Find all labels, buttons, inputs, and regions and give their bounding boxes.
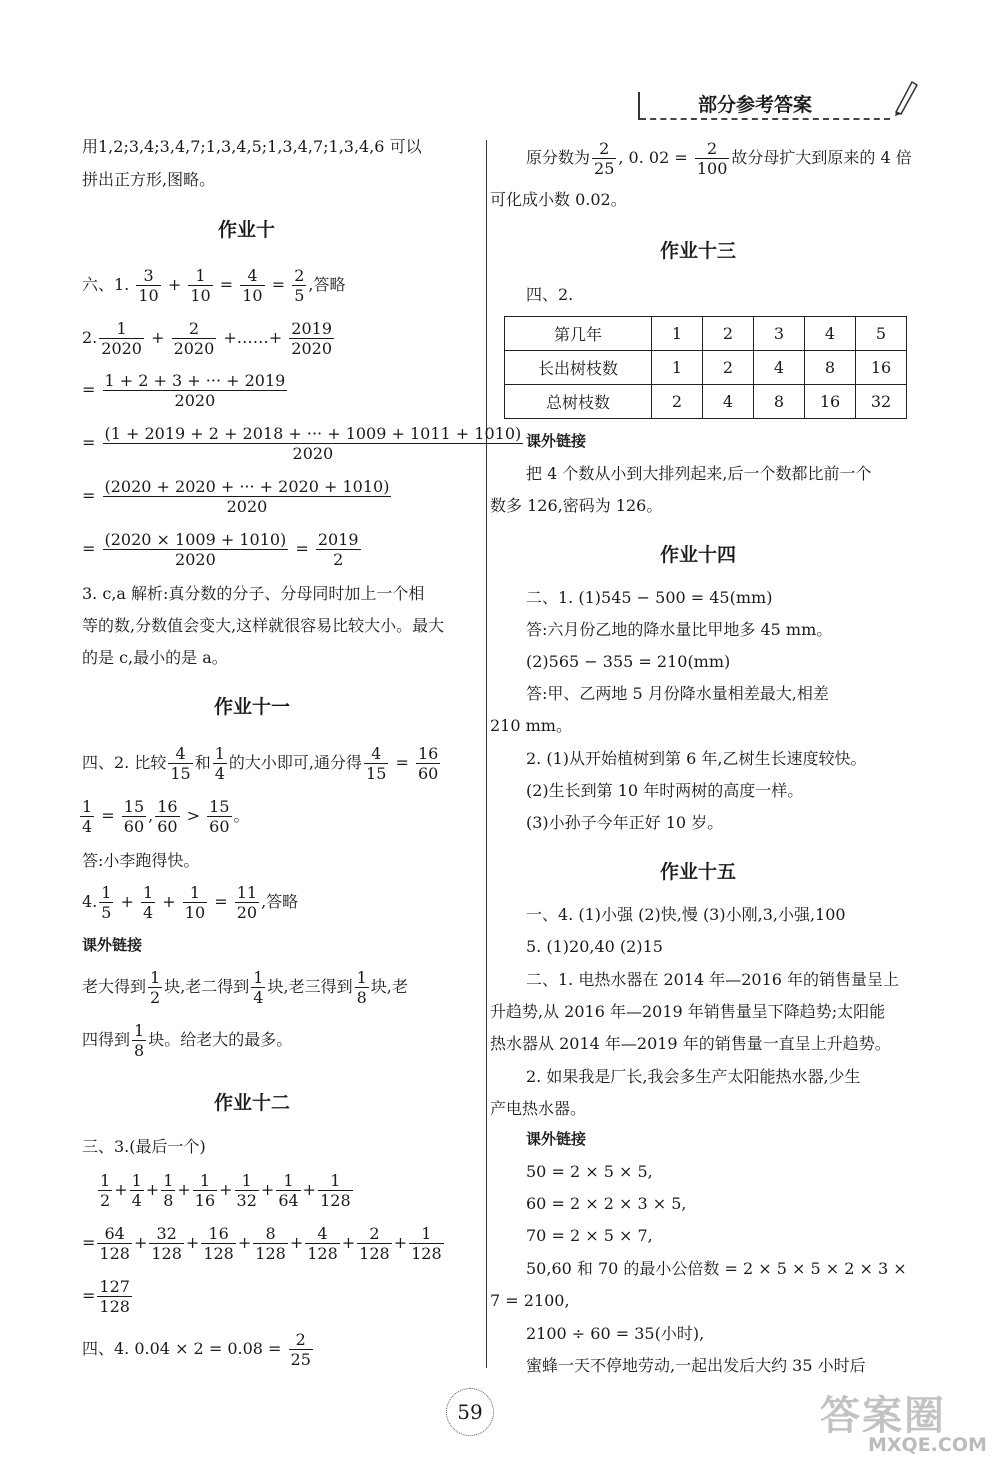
numerator: 4	[305, 1224, 340, 1244]
denominator: 4	[131, 1191, 142, 1210]
numerator: 127	[99, 1277, 130, 1296]
hw15-line-1: 一、4. (1)小强 (2)快,慢 (3)小刚,3,小强,100	[526, 905, 846, 924]
hw13-link-line-2: 数多 126,密码为 126。	[490, 496, 663, 515]
page-number-badge	[446, 1388, 494, 1436]
fraction	[409, 1224, 444, 1263]
numerator: (2020 + 2020 + ··· + 2020 + 1010)	[104, 477, 390, 496]
watermark-url: MXQE.COM	[868, 1434, 987, 1456]
numerator: 1	[134, 1021, 145, 1040]
hw15-link-6: 2100 ÷ 60 = 35(小时),	[526, 1324, 705, 1343]
fraction	[149, 1224, 184, 1263]
hw10-q3-line-2: 等的数,分数值会变大,这样就很容易比较大小。最大	[82, 616, 445, 635]
fraction	[99, 883, 113, 922]
numerator: 1	[163, 1171, 174, 1190]
hw14-line-4: 答:甲、乙两地 5 月份降水量相差最大,相差	[526, 684, 829, 703]
watermark-logo	[790, 1384, 996, 1458]
hw10-q6: 六、1. $\frac{3}{10}$ + $\frac{1}{10}$ = $\frac{4}{10}$ = $\frac{2}{5}$ ,答略	[82, 266, 346, 305]
denominator: 4	[214, 764, 225, 783]
hw10-step-2: = $\frac{(1 + 2019 + 2 + 2018 + \cdot\cdot\cdot + 1009 + 1011 + 1010)}{2020}$	[82, 424, 522, 463]
denominator: 2020	[173, 339, 215, 358]
table-row-label: 总树枝数	[505, 385, 652, 419]
table-cell: 2	[703, 351, 754, 385]
numerator: 2	[289, 1330, 313, 1350]
fraction	[213, 744, 227, 783]
fraction	[168, 744, 192, 783]
denominator: 128	[359, 1244, 390, 1263]
numerator: 1	[214, 744, 225, 763]
denominator: 128	[307, 1244, 338, 1263]
header-title: 部分参考答案	[698, 94, 813, 116]
table-cell: 4	[703, 385, 754, 419]
link-text-1: 老大得到	[82, 977, 147, 996]
denominator: 15	[366, 764, 387, 783]
fraction	[141, 883, 155, 922]
numerator: 1	[183, 883, 207, 903]
fraction	[292, 266, 306, 305]
fraction	[80, 797, 94, 836]
numerator: (2020 × 1009 + 1010)	[104, 530, 287, 549]
intro-line-2: 拼出正方形,图略。	[82, 170, 216, 189]
fraction	[148, 968, 162, 1007]
fraction	[240, 266, 264, 305]
right-intro-text-2: , 0. 02 =	[618, 148, 688, 167]
hw11-q4-prefix: 4.	[82, 892, 98, 911]
table-cell: 16	[856, 351, 907, 385]
denominator: 128	[411, 1244, 442, 1263]
fraction	[289, 1330, 313, 1369]
section-title-homework-13: 作业十三	[660, 240, 737, 262]
section-title-homework-11: 作业十一	[214, 696, 291, 718]
numerator: 2	[592, 139, 616, 159]
denominator: 128	[203, 1244, 234, 1263]
fraction	[276, 1171, 300, 1210]
hw10-q6-suffix: ,答略	[308, 275, 346, 294]
right-intro-line-2: 可化成小数 0.02。	[490, 190, 627, 209]
hw10-q2: 2. $\frac{1}{2020}$ + $\frac{2}{2020}$ +……+ $\frac{2019}{2020}$	[82, 319, 332, 358]
fraction	[207, 797, 231, 836]
hw12-sum-2: = $\frac{64}{128}$ + $\frac{32}{128}$ + $\frac{16}{128}$ + $\frac{8}{128}$ + $\frac{4}{128}$ + $\frac{2}{128}$ + $\frac{1}{128}$	[82, 1224, 442, 1263]
denominator: 8	[163, 1191, 174, 1210]
hw11-q4-suffix: ,答略	[261, 892, 299, 911]
watermark-cn: 答案圈	[820, 1393, 946, 1439]
numerator: 1	[235, 1171, 259, 1191]
link-text-5: 四得到	[82, 1030, 131, 1049]
table-cell: 4	[754, 351, 805, 385]
denominator: 10	[138, 286, 159, 305]
denominator: 2020	[226, 497, 268, 516]
denominator: 10	[242, 286, 263, 305]
hw12-q4-prefix: 四、4. 0.04 × 2 = 0.08 =	[82, 1339, 282, 1358]
hw14-line-5: 210 mm。	[490, 716, 572, 735]
hw11-q4: 4. $\frac{1}{5}$ + $\frac{1}{4}$ + $\frac{1}{10}$ = $\frac{11}{20}$ ,答略	[82, 883, 299, 922]
hw11-q2-end: 。	[233, 806, 250, 825]
table-cell: 3	[754, 317, 805, 351]
denominator: 25	[290, 1350, 311, 1369]
denominator: 25	[594, 159, 615, 178]
fraction	[103, 424, 524, 463]
denominator: 16	[194, 1191, 216, 1210]
numerator: 1	[150, 968, 161, 987]
hw15-line-5: 热水器从 2014 年—2019 年的销售量一直呈上升趋势。	[490, 1034, 891, 1053]
denominator: 60	[417, 764, 439, 783]
fraction	[253, 1224, 288, 1263]
table-cell: 4	[805, 317, 856, 351]
link-text-6: 块。给老大的最多。	[148, 1030, 293, 1049]
denominator: 2	[100, 1191, 111, 1210]
hw11-q2-text-1: 四、2. 比较	[82, 753, 167, 772]
denominator: 4	[253, 988, 264, 1007]
hw14-line-1: 二、1. (1)545 − 500 = 45(mm)	[526, 588, 773, 607]
numerator: 1 + 2 + 3 + ··· + 2019	[104, 371, 286, 390]
fraction	[132, 1021, 146, 1060]
hw15-line-2: 5. (1)20,40 (2)15	[526, 937, 663, 956]
hw11-answer: 答:小李跑得快。	[82, 851, 200, 870]
hw10-step-1: = $\frac{1 + 2 + 3 + \cdot\cdot\cdot + 2019}{2020}$	[82, 371, 286, 410]
hw10-q3-line-1: 3. c,a 解析:真分数的分子、分母同时加上一个相	[82, 584, 425, 603]
hw10-q6-prefix: 六、1.	[82, 275, 130, 294]
denominator: 10	[184, 903, 206, 922]
fraction	[251, 968, 265, 1007]
extra-link-label-left: 课外链接	[82, 936, 143, 954]
fraction	[155, 797, 179, 836]
numerator: (1 + 2019 + 2 + 2018 + ··· + 1009 + 1011 + 1010)	[104, 424, 522, 443]
hw14-line-8: (3)小孙子今年正好 10 岁。	[526, 813, 724, 832]
hw15-link-5: 7 = 2100,	[490, 1291, 570, 1310]
extra-link-label-right-1: 课外链接	[526, 432, 587, 450]
numerator: 1	[253, 968, 264, 987]
numerator: 2019	[291, 319, 332, 338]
table-cell: 2	[703, 317, 754, 351]
numerator: 1	[188, 266, 212, 286]
denominator: 8	[134, 1041, 145, 1060]
denominator: 5	[294, 286, 305, 305]
numerator: 1	[99, 319, 144, 339]
hw15-link-4: 50,60 和 70 的最小公倍数 = 2 × 5 × 5 × 2 × 3 ×	[526, 1259, 907, 1278]
denominator: 128	[151, 1244, 182, 1263]
numerator: 2	[294, 266, 305, 285]
numerator: 16	[157, 797, 178, 816]
denominator: 2020	[101, 339, 142, 358]
hw15-link-7: 蜜蜂一天不停地劳动,一起出发后大约 35 小时后	[526, 1356, 866, 1375]
denominator: 60	[157, 817, 178, 836]
denominator: 128	[99, 1297, 130, 1316]
denominator: 4	[82, 817, 93, 836]
hw15-line-6: 2. 如果我是厂长,我会多生产太阳能热水器,少生	[526, 1067, 861, 1086]
fraction	[103, 477, 392, 516]
denominator: 15	[170, 764, 191, 783]
denominator: 100	[696, 159, 728, 178]
hw11-q2-text-2: 和	[194, 753, 211, 772]
numerator: 1	[318, 1171, 353, 1191]
numerator: 2019	[317, 530, 359, 549]
branch-table	[504, 316, 907, 419]
numerator: 2	[695, 139, 730, 159]
table-row	[505, 351, 907, 385]
hw15-line-7: 产电热水器。	[490, 1099, 587, 1118]
denominator: 20	[236, 903, 258, 922]
denominator: 2	[333, 550, 344, 569]
denominator: 64	[278, 1191, 299, 1210]
numerator: 1	[101, 883, 112, 902]
numerator: 64	[97, 1224, 132, 1244]
denominator: 60	[209, 817, 230, 836]
numerator: 2	[172, 319, 217, 339]
hw15-line-4: 升趋势,从 2016 年—2019 年销售量呈下降趋势;太阳能	[490, 1002, 886, 1021]
fraction	[183, 883, 207, 922]
fraction	[136, 266, 160, 305]
numerator: 1	[356, 968, 367, 987]
right-intro-text-3: 故分母扩大到原来的 4 倍	[731, 148, 912, 167]
fraction	[289, 319, 334, 358]
table-cell: 1	[652, 351, 703, 385]
section-title-homework-14: 作业十四	[660, 544, 737, 566]
hw14-line-3: (2)565 − 355 = 210(mm)	[526, 652, 731, 671]
table-row-label: 长出树枝数	[505, 351, 652, 385]
fraction	[98, 1171, 112, 1210]
numerator: 15	[209, 797, 230, 816]
fraction	[316, 530, 361, 569]
numerator: 15	[123, 797, 145, 816]
hw11-link-line-1	[82, 967, 408, 1007]
numerator: 2	[357, 1224, 392, 1244]
denominator: 128	[255, 1244, 286, 1263]
hw15-link-1: 50 = 2 × 5 × 5,	[526, 1162, 653, 1181]
fraction	[122, 797, 146, 836]
hw13-link-line-1: 把 4 个数从小到大排列起来,后一个数都比前一个	[526, 464, 872, 483]
header-dashed-line	[640, 118, 890, 120]
numerator: 3	[136, 266, 160, 286]
denominator: 2020	[291, 339, 332, 358]
fraction	[695, 139, 730, 178]
hw11-q2-text-3: 的大小即可,通分得	[228, 753, 363, 772]
table-row	[505, 385, 907, 419]
hw10-dots: +……+	[223, 328, 283, 347]
numerator: 1	[409, 1224, 444, 1244]
hw11-q2-line-1: 四、2. 比较 $\frac{4}{15}$ 和 $\frac{1}{4}$ 的大小即可,通分得 $\frac{4}{15}$ = $\frac{16}{60}$	[82, 744, 439, 783]
right-intro-line-1	[526, 138, 912, 178]
link-text-4: 块,老	[370, 977, 408, 996]
hw14-line-7: (2)生长到第 10 年时两树的高度一样。	[526, 781, 804, 800]
table-cell: 5	[856, 317, 907, 351]
numerator: 8	[253, 1224, 288, 1244]
hw14-line-2: 答:六月份乙地的降水量比甲地多 45 mm。	[526, 620, 833, 639]
denominator: 5	[101, 903, 112, 922]
intro-line-1: 用1,2;3,4;3,4,7;1,3,4,5;1,3,4,7;1,3,4,6 可以	[82, 137, 422, 156]
numerator: 32	[149, 1224, 184, 1244]
pencil-icon	[890, 76, 920, 116]
numerator: 1	[193, 1171, 217, 1191]
table-cell: 32	[856, 385, 907, 419]
denominator: 2020	[175, 550, 216, 569]
column-divider	[486, 140, 487, 1368]
fraction	[188, 266, 212, 305]
numerator: 1	[82, 797, 93, 816]
hw12-sum-1: $\frac{1}{2}$ + $\frac{1}{4}$ + $\frac{1}{8}$ + $\frac{1}{16}$ + $\frac{1}{32}$ + $\frac{1}{64}$ + $\frac{1}{128}$	[100, 1171, 351, 1210]
numerator: 1	[276, 1171, 300, 1191]
hw12-q4	[82, 1329, 315, 1369]
numerator: 1	[131, 1171, 142, 1190]
section-title-homework-12: 作业十二	[214, 1092, 291, 1114]
right-intro-text-1: 原分数为	[526, 148, 591, 167]
denominator: 128	[320, 1191, 351, 1210]
numerator: 4	[240, 266, 264, 286]
fraction	[103, 530, 289, 569]
link-text-3: 块,老三得到	[267, 977, 353, 996]
table-row	[505, 317, 907, 351]
numerator: 16	[417, 744, 439, 763]
fraction	[235, 1171, 259, 1210]
fraction	[103, 371, 288, 410]
denominator: 4	[143, 903, 154, 922]
numerator: 4	[364, 744, 388, 764]
fraction	[201, 1224, 236, 1263]
hw15-link-3: 70 = 2 × 5 × 7,	[526, 1226, 653, 1245]
fraction	[172, 319, 217, 358]
hw10-step-3: = $\frac{(2020 + 2020 + \cdot\cdot\cdot + 2020 + 1010)}{2020}$	[82, 477, 390, 516]
denominator: 2020	[174, 391, 216, 410]
denominator: 32	[236, 1191, 257, 1210]
table-cell: 8	[754, 385, 805, 419]
table-cell: 16	[805, 385, 856, 419]
denominator: 10	[190, 286, 211, 305]
hw10-step-4: = $\frac{(2020 \times 1009 + 1010)}{2020}$ = $\frac{2019}{2}$	[82, 530, 359, 569]
header	[638, 86, 890, 122]
denominator: 2020	[292, 444, 334, 463]
denominator: 2	[150, 988, 161, 1007]
table-cell: 1	[652, 317, 703, 351]
hw13-q: 四、2.	[526, 285, 574, 304]
hw11-q2-line-2: $\frac{1}{4}$ = $\frac{15}{60}$ , $\frac{16}{60}$ > $\frac{15}{60}$ 。	[82, 797, 250, 836]
fraction	[130, 1171, 144, 1210]
section-title-homework-10: 作业十	[218, 219, 276, 241]
extra-link-label-right-2: 课外链接	[526, 1130, 587, 1148]
fraction	[193, 1171, 217, 1210]
fraction	[355, 968, 369, 1007]
page-number: 59	[457, 1400, 483, 1424]
fraction	[305, 1224, 340, 1263]
denominator: 8	[356, 988, 367, 1007]
hw12-sum-3: = $\frac{127}{128}$	[82, 1277, 130, 1316]
fraction	[97, 1277, 132, 1316]
header-left-bar	[638, 92, 640, 120]
hw10-q2-prefix: 2.	[82, 328, 98, 347]
denominator: 128	[99, 1244, 130, 1263]
fraction	[416, 744, 440, 783]
fraction	[592, 139, 616, 178]
table-row-label: 第几年	[505, 317, 652, 351]
hw10-q3-line-3: 的是 c,最小的是 a。	[82, 648, 228, 667]
numerator: 11	[236, 883, 258, 902]
numerator: 4	[168, 744, 192, 764]
fraction	[99, 319, 144, 358]
hw15-link-2: 60 = 2 × 2 × 3 × 5,	[526, 1194, 687, 1213]
table-cell: 8	[805, 351, 856, 385]
link-text-2: 块,老二得到	[164, 977, 250, 996]
table-cell: 2	[652, 385, 703, 419]
denominator: 60	[123, 817, 145, 836]
fraction	[161, 1171, 175, 1210]
hw11-link-line-2	[82, 1020, 292, 1060]
fraction	[97, 1224, 132, 1263]
hw15-line-3: 二、1. 电热水器在 2014 年—2016 年的销售量呈上	[526, 970, 900, 989]
numerator: 1	[143, 883, 154, 902]
hw14-line-6: 2. (1)从开始植树到第 6 年,乙树生长速度较快。	[526, 749, 867, 768]
fraction	[235, 883, 259, 922]
section-title-homework-15: 作业十五	[660, 861, 737, 883]
fraction	[318, 1171, 353, 1210]
fraction	[364, 744, 388, 783]
numerator: 16	[201, 1224, 236, 1244]
numerator: 1	[100, 1171, 111, 1190]
hw12-q3: 三、3.(最后一个)	[82, 1137, 206, 1156]
fraction	[357, 1224, 392, 1263]
